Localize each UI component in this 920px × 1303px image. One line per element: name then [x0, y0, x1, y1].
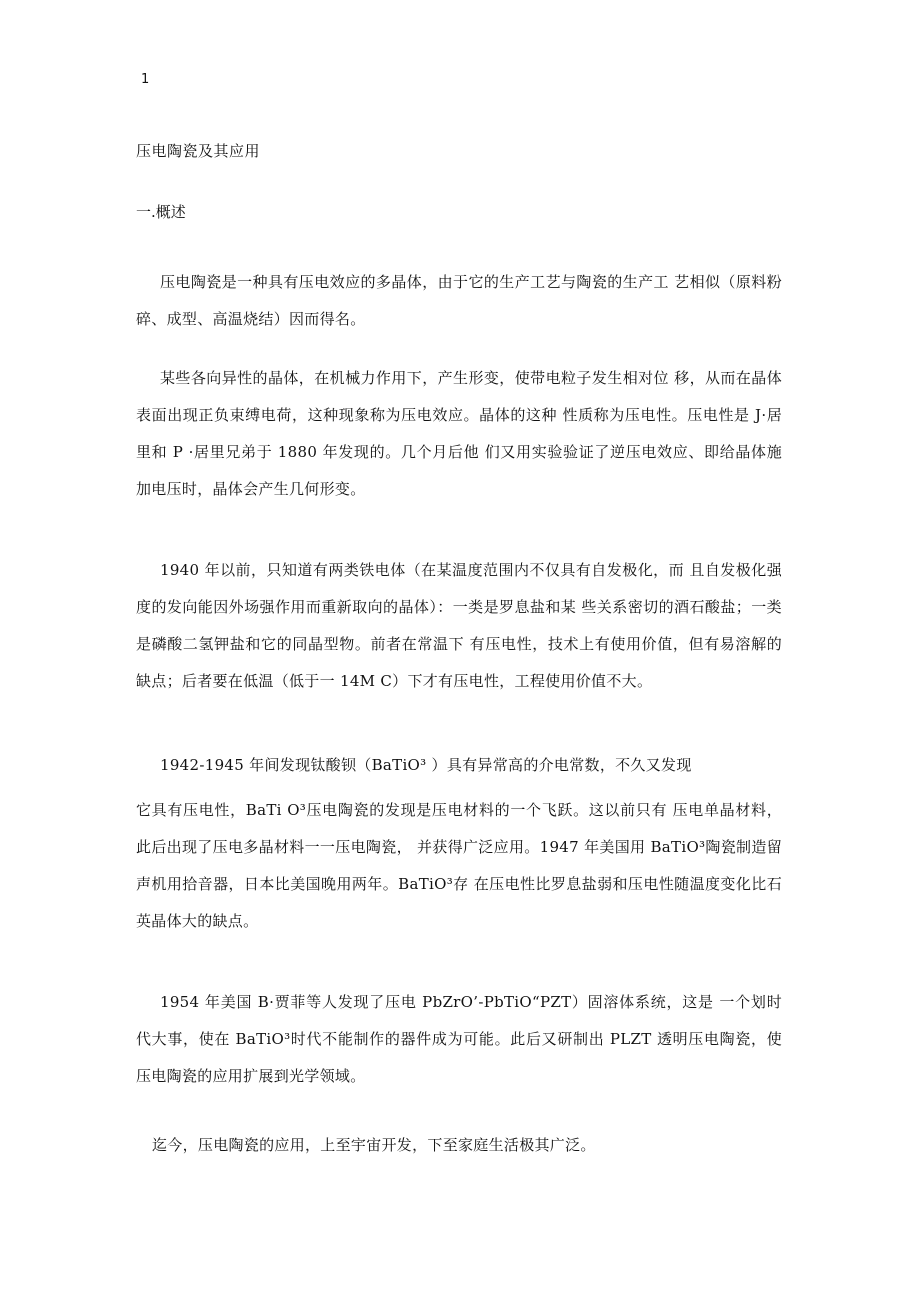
paragraph-applications: 迄今，压电陶瓷的应用，上至宇宙开发，下至家庭生活极其广泛。: [152, 1136, 596, 1154]
paragraph-batio3: 它具有压电性，BaTi O³压电陶瓷的发现是压电材料的一个飞跃。这以前只有 压电单晶材料，此后出现了压电多晶材料一一压电陶瓷， 并获得广泛应用。1947 年美国用 BaTiO³陶瓷制造留声机用拾音器，日本比美国晚用两年。BaTiO³存 在压电性比罗息盐弱和压电性随温度变化比石英晶体大的缺点。: [136, 801, 782, 930]
paragraph-ferroelectrics: 1940 年以前，只知道有两类铁电体（在某温度范围内不仅具有自发极化，而 且自发极化强度的发向能因外场强作用而重新取向的晶体）：一类是罗息盐和某 些关系密切的酒石酸盐；一类是磷酸二氢钾盐和它的同晶型物。前者在常温下 有压电性，技术上有使用价值，但有易溶解的缺点；后者要在低温（低于一 14M C）下才有压电性，工程使用价值不大。: [136, 561, 782, 690]
section-heading: 一.概述: [136, 203, 186, 221]
paragraph-overview: 压电陶瓷是一种具有压电效应的多晶体，由于它的生产工艺与陶瓷的生产工 艺相似（原料粉碎、成型、高温烧结）因而得名。: [136, 273, 782, 328]
paragraph-pzt: 1954 年美国 B·贾菲等人发现了压电 PbZrO’-PbTiO“PZT）固溶体系统，这是 一个划时代大事，使在 BaTiO³时代不能制作的器件成为可能。此后又研制出 PLZT 透明压电陶瓷，使压电陶瓷的应用扩展到光学领域。: [136, 993, 782, 1085]
document-title: 压电陶瓷及其应用: [136, 142, 261, 160]
page-number: 1: [141, 72, 150, 87]
paragraph-batio3-intro: 1942-1945 年间发现钛酸钡（BaTiO³ ）具有异常高的介电常数，不久又发现: [160, 756, 692, 774]
paragraph-piezo-effect: 某些各向异性的晶体，在机械力作用下，产生形变，使带电粒子发生相对位 移，从而在晶体表面出现正负束缚电荷，这种现象称为压电效应。晶体的这种 性质称为压电性。压电性是 J·居里和 P ·居里兄弟于 1880 年发现的。几个月后他 们又用实验验证了逆压电效应、即给晶体施加电压时，晶体会产生几何形变。: [136, 369, 782, 498]
